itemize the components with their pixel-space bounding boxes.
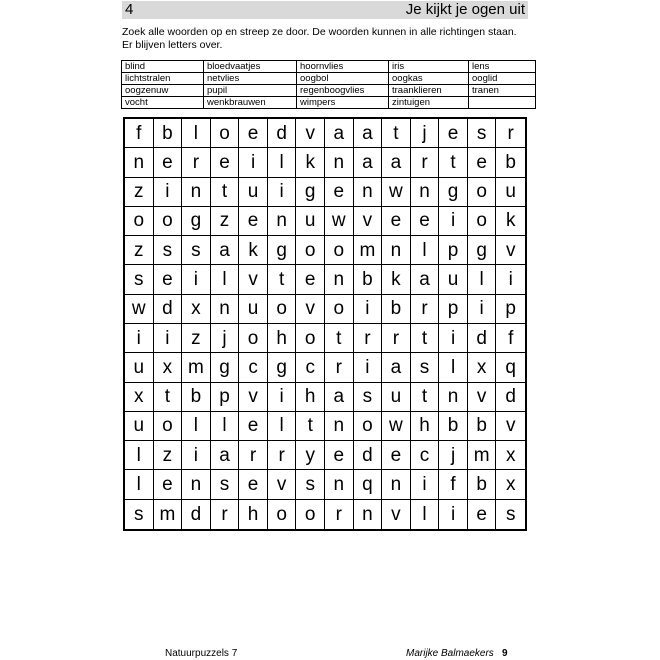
word-list-cell: lichtstralen [122,73,204,85]
footer-author: Marijke Balmaekers [406,648,494,659]
grid-letter[interactable]: e [154,148,183,177]
grid-letter[interactable]: r [411,295,440,324]
grid-letter[interactable]: h [239,500,268,529]
grid-letter[interactable]: n [382,470,411,499]
puzzle-title: Je kijkt je ogen uit [405,1,525,18]
grid-letter[interactable]: a [325,383,354,412]
grid-letter[interactable]: r [382,324,411,353]
grid-letter[interactable]: l [211,265,240,294]
grid-letter[interactable]: n [411,178,440,207]
grid-letter[interactable]: e [468,500,497,529]
grid-letter[interactable]: x [154,353,183,382]
grid-letter[interactable]: x [496,470,525,499]
word-list-row [122,73,536,85]
grid-letter[interactable]: t [211,178,240,207]
grid-letter[interactable]: n [325,148,354,177]
grid-letter[interactable]: b [439,412,468,441]
grid-letter[interactable]: l [268,412,297,441]
word-list-cell: blind [122,61,204,73]
grid-letter[interactable]: k [296,148,325,177]
grid-letter[interactable]: w [325,207,354,236]
grid-letter[interactable]: n [354,500,383,529]
grid-letter[interactable]: i [354,295,383,324]
grid-letter[interactable]: p [496,295,525,324]
grid-letter[interactable]: e [239,119,268,148]
word-list-cell: oogkas [389,73,469,85]
grid-letter[interactable]: q [496,353,525,382]
word-list-cell: pupil [204,85,297,97]
grid-letter[interactable]: z [125,178,154,207]
word-list-cell: oogbol [297,73,389,85]
grid-letter[interactable]: i [468,295,497,324]
grid-letter[interactable]: d [268,119,297,148]
instructions-line: Zoek alle woorden op en streep ze door. De woorden kunnen in alle richtingen staan. [122,26,517,38]
grid-letter[interactable]: v [496,412,525,441]
grid-letter[interactable]: e [439,119,468,148]
grid-letter[interactable]: o [125,207,154,236]
grid-letter[interactable]: k [239,236,268,265]
grid-letter[interactable]: v [239,265,268,294]
grid-letter[interactable]: p [211,383,240,412]
grid-letter[interactable]: j [211,324,240,353]
grid-letter[interactable]: i [182,265,211,294]
grid-letter[interactable]: e [211,148,240,177]
grid-letter[interactable]: d [496,383,525,412]
grid-letter[interactable]: g [468,236,497,265]
grid-letter[interactable]: u [125,412,154,441]
grid-letter[interactable]: v [354,207,383,236]
grid-letter[interactable]: g [268,353,297,382]
grid-letter[interactable]: p [439,236,468,265]
grid-letter[interactable]: s [125,265,154,294]
grid-letter[interactable]: n [182,178,211,207]
grid-letter[interactable]: a [382,353,411,382]
grid-letter[interactable]: t [296,412,325,441]
grid-letter[interactable]: o [468,178,497,207]
grid-letter[interactable]: z [125,236,154,265]
grid-letter[interactable]: s [125,500,154,529]
grid-letter[interactable]: m [354,236,383,265]
grid-letter[interactable]: s [211,470,240,499]
grid-letter[interactable]: n [325,412,354,441]
grid-letter[interactable]: u [496,178,525,207]
grid-letter[interactable]: i [354,353,383,382]
grid-letter[interactable]: e [239,412,268,441]
grid-letter[interactable]: n [382,236,411,265]
grid-letter[interactable]: o [354,412,383,441]
grid-letter[interactable]: t [154,383,183,412]
grid-letter[interactable]: f [439,470,468,499]
grid-letter[interactable]: t [411,324,440,353]
grid-letter[interactable]: n [354,178,383,207]
grid-letter[interactable]: y [296,441,325,470]
word-list-row [122,85,536,97]
grid-letter[interactable]: o [268,500,297,529]
grid-letter[interactable]: s [154,236,183,265]
grid-letter[interactable]: u [239,295,268,324]
word-list-cell: vocht [122,97,204,109]
grid-letter[interactable]: i [439,500,468,529]
grid-letter[interactable]: d [182,500,211,529]
grid-letter[interactable]: u [125,353,154,382]
grid-letter[interactable]: x [182,295,211,324]
grid-letter[interactable]: t [382,119,411,148]
grid-letter[interactable]: r [496,119,525,148]
grid-letter[interactable]: i [439,324,468,353]
grid-letter[interactable]: d [468,324,497,353]
grid-letter[interactable]: r [211,500,240,529]
grid-letter[interactable]: z [182,324,211,353]
grid-letter[interactable]: l [411,236,440,265]
page-number: 9 [502,648,508,659]
grid-letter[interactable]: o [296,236,325,265]
grid-letter[interactable]: t [325,324,354,353]
grid-letter[interactable]: l [125,470,154,499]
footer-book-title: Natuurpuzzels 7 [165,648,238,659]
instructions-line: Er blijven letters over. [122,39,223,51]
grid-letter[interactable]: e [154,470,183,499]
grid-letter[interactable]: j [411,119,440,148]
grid-letter[interactable]: g [268,236,297,265]
word-list-cell: lens [469,61,536,73]
grid-letter[interactable]: n [268,207,297,236]
grid-letter[interactable]: e [296,265,325,294]
grid-letter[interactable]: c [411,441,440,470]
grid-letter[interactable]: u [239,178,268,207]
grid-letter[interactable]: o [325,295,354,324]
grid-letter[interactable]: h [296,383,325,412]
grid-letter[interactable]: o [296,500,325,529]
grid-letter[interactable]: u [296,207,325,236]
grid-letter[interactable]: l [182,119,211,148]
word-list-cell: wimpers [297,97,389,109]
grid-letter[interactable]: e [325,441,354,470]
grid-letter[interactable]: v [496,236,525,265]
grid-letter[interactable]: f [496,324,525,353]
grid-letter[interactable]: f [125,119,154,148]
grid-letter[interactable]: i [239,148,268,177]
grid-letter[interactable]: s [354,383,383,412]
word-list-row [122,61,536,73]
grid-letter[interactable]: x [496,441,525,470]
word-list-cell: bloedvaatjes [204,61,297,73]
word-list-cell: iris [389,61,469,73]
grid-letter[interactable]: v [296,295,325,324]
grid-letter[interactable]: i [182,441,211,470]
grid-letter[interactable]: p [439,295,468,324]
grid-letter[interactable]: j [439,441,468,470]
grid-letter[interactable]: d [154,295,183,324]
grid-letter[interactable]: a [354,148,383,177]
grid-letter[interactable]: o [239,324,268,353]
word-list-cell: netvlies [204,73,297,85]
word-list-cell: traanklieren [389,85,469,97]
grid-letter[interactable]: o [468,207,497,236]
header-bar [122,1,528,19]
grid-letter[interactable]: l [268,148,297,177]
grid-letter[interactable]: b [182,383,211,412]
grid-letter[interactable]: r [411,148,440,177]
grid-letter[interactable]: z [211,207,240,236]
grid-letter[interactable]: n [325,265,354,294]
grid-letter[interactable]: g [296,178,325,207]
grid-letter[interactable]: l [468,265,497,294]
grid-letter[interactable]: a [211,236,240,265]
instructions [122,26,542,52]
grid-letter[interactable]: b [468,412,497,441]
grid-letter[interactable]: l [411,500,440,529]
grid-letter[interactable]: u [382,383,411,412]
word-search-grid [123,117,527,531]
word-list-cell: zintuigen [389,97,469,109]
grid-letter[interactable]: u [439,265,468,294]
grid-letter[interactable]: n [125,148,154,177]
grid-letter[interactable]: e [382,441,411,470]
grid-letter[interactable]: e [411,207,440,236]
grid-letter[interactable]: r [325,500,354,529]
grid-letter[interactable]: w [382,412,411,441]
grid-letter[interactable]: o [268,295,297,324]
word-list-cell: hoornvlies [297,61,389,73]
grid-letter[interactable]: r [268,441,297,470]
grid-letter[interactable]: o [325,236,354,265]
grid-letter[interactable]: e [154,265,183,294]
grid-letter[interactable]: m [182,353,211,382]
grid-letter[interactable]: b [468,470,497,499]
grid-letter[interactable]: s [505,503,516,525]
grid-letter[interactable]: e [239,207,268,236]
grid-letter[interactable]: q [354,470,383,499]
grid-letter[interactable]: n [439,383,468,412]
grid-letter[interactable]: l [125,441,154,470]
grid-letter[interactable]: o [154,412,183,441]
grid-letter[interactable]: i [125,324,154,353]
grid-letter[interactable]: b [154,119,183,148]
grid-letter[interactable]: c [239,353,268,382]
grid-letter[interactable]: r [354,324,383,353]
grid-letter[interactable]: l [182,412,211,441]
grid-letter[interactable]: v [239,383,268,412]
grid-letter[interactable]: v [296,119,325,148]
grid-letter[interactable]: a [211,441,240,470]
grid-letter[interactable]: s [182,236,211,265]
grid-letter[interactable]: w [382,178,411,207]
grid-letter[interactable]: e [468,148,497,177]
grid-letter[interactable]: n [211,295,240,324]
grid-letter[interactable]: k [382,265,411,294]
grid-letter[interactable]: k [496,207,525,236]
grid-letter[interactable]: t [268,265,297,294]
grid-letter[interactable]: x [125,383,154,412]
grid-letter[interactable]: a [354,119,383,148]
grid-letter[interactable]: l [439,353,468,382]
grid-letter[interactable]: g [439,178,468,207]
grid-letter[interactable]: l [211,412,240,441]
grid-letter[interactable]: r [182,148,211,177]
word-list-cell: regenboogvlies [297,85,389,97]
grid-letter[interactable]: i [411,470,440,499]
grid-letter[interactable]: r [325,353,354,382]
grid-letter[interactable]: z [154,441,183,470]
grid-letter[interactable]: s [411,353,440,382]
word-list-cell [469,97,536,109]
grid-letter[interactable]: c [296,353,325,382]
grid-letter[interactable]: e [382,207,411,236]
grid-letter[interactable]: i [268,178,297,207]
grid-letter[interactable]: s [468,119,497,148]
grid-letter[interactable]: m [468,441,497,470]
word-list-row [122,97,536,109]
word-list-cell: wenkbrauwen [204,97,297,109]
word-list-cell: ooglid [469,73,536,85]
grid-letter[interactable]: v [382,500,411,529]
grid-letter[interactable]: i [268,383,297,412]
grid-letter[interactable]: o [296,324,325,353]
grid-letter[interactable]: v [268,470,297,499]
puzzle-number: 4 [125,1,134,18]
grid-letter[interactable]: a [411,265,440,294]
grid-letter[interactable]: m [154,500,183,529]
grid-letter[interactable]: h [268,324,297,353]
grid-letter[interactable]: x [468,353,497,382]
grid-letter[interactable]: g [182,207,211,236]
grid-letter[interactable]: b [382,295,411,324]
grid-letter[interactable]: i [439,207,468,236]
grid-letter[interactable]: e [325,178,354,207]
word-list-cell: oogzenuw [122,85,204,97]
grid-letter[interactable]: i [496,265,525,294]
word-list-table [121,60,536,109]
grid-letter[interactable]: b [354,265,383,294]
grid-letter[interactable]: h [411,412,440,441]
grid-letter[interactable]: w [125,295,154,324]
grid-letter[interactable]: n [325,470,354,499]
grid-letter[interactable]: i [154,324,183,353]
grid-letter[interactable]: i [154,178,183,207]
grid-letter[interactable]: t [439,148,468,177]
grid-letter[interactable]: a [325,119,354,148]
grid-letter[interactable]: t [411,383,440,412]
grid-letter[interactable]: b [496,148,525,177]
grid-letter[interactable]: o [211,119,240,148]
grid-letter[interactable]: r [239,441,268,470]
grid-letter[interactable]: g [211,353,240,382]
grid-letter[interactable]: s [296,470,325,499]
grid-letter[interactable]: d [354,441,383,470]
grid-letter[interactable]: v [468,383,497,412]
grid-letter[interactable]: e [239,470,268,499]
grid-letter[interactable]: o [154,207,183,236]
grid-letter[interactable]: a [382,148,411,177]
grid-letter[interactable]: n [182,470,211,499]
word-list-cell: tranen [469,85,536,97]
